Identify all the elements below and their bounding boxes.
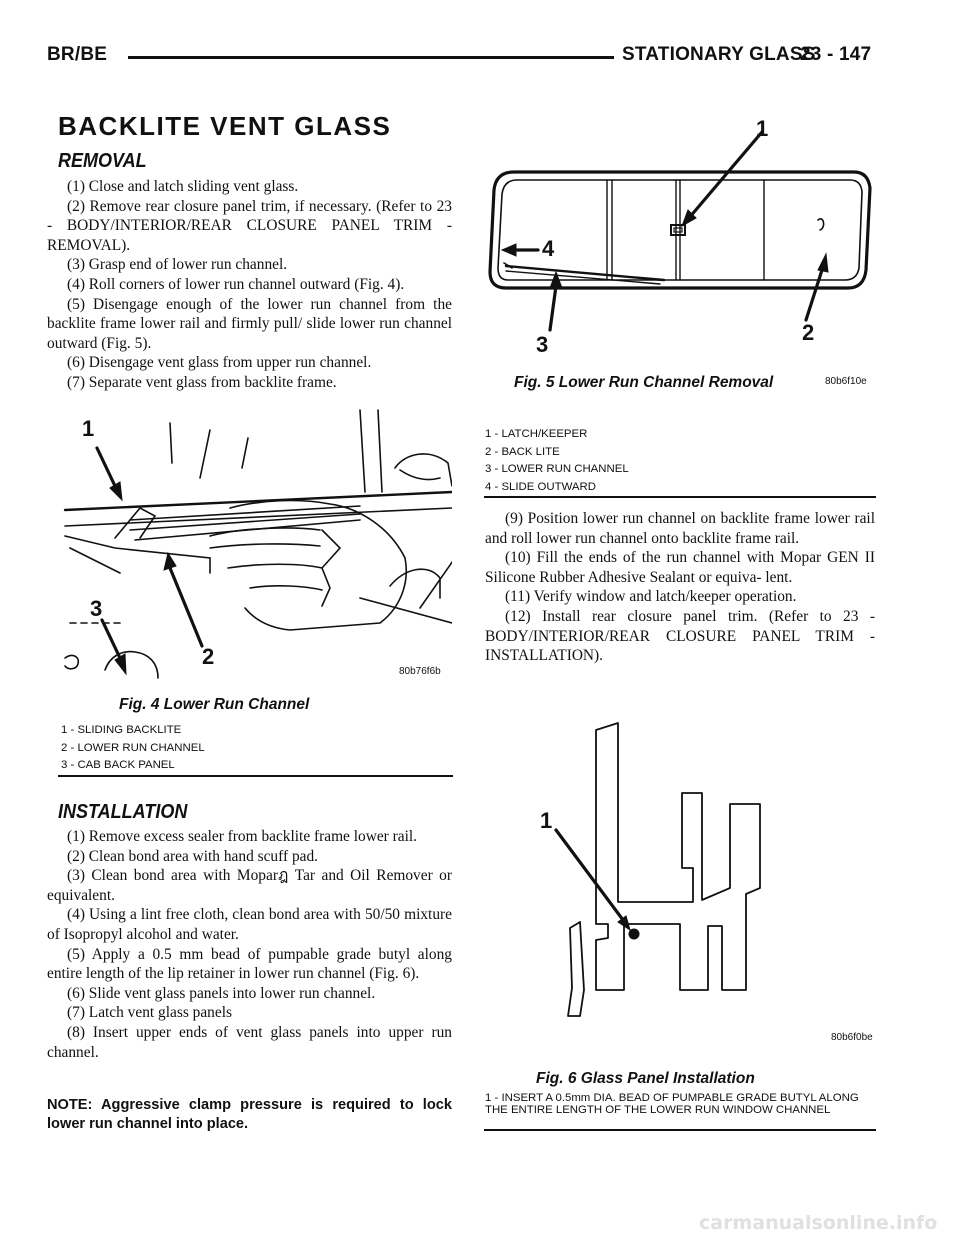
fig4-legend-item: 1 - SLIDING BACKLITE: [61, 724, 182, 736]
fig5-callout: 2: [802, 320, 815, 345]
page-title: BACKLITE VENT GLASS: [58, 111, 392, 141]
installation-step: (5) Apply a 0.5 mm bead of pumpable grade butyl along entire length of the lip retainer in lower run channel (Fig. 6).: [47, 945, 452, 983]
installation-note: NOTE: Aggressive clamp pressure is required to lock lower run channel into place.: [47, 1097, 452, 1132]
installation-heading: INSTALLATION: [58, 801, 188, 823]
fig5-legend: [485, 426, 629, 496]
installation-steps-left: [47, 827, 452, 1062]
installation-step: (8) Insert upper ends of vent glass panels into upper run channel.: [47, 1023, 452, 1061]
installation-step: (12) Install rear closure panel trim. (Refer to 23 - BODY/INTERIOR/REAR CLOSURE PANEL TRIM - INSTALLATION).: [485, 607, 875, 665]
removal-step: (7) Separate vent glass from backlite frame.: [67, 373, 337, 391]
fig4-callout: 3: [90, 596, 103, 621]
fig4-callout: 2: [202, 644, 215, 669]
removal-heading: REMOVAL: [58, 150, 147, 172]
installation-step: (4) Using a lint free cloth, clean bond area with 50/50 mixture of Isopropyl alcohol and water.: [47, 906, 452, 943]
fig5-legend-item: 3 - LOWER RUN CHANNEL: [485, 463, 629, 475]
removal-steps: [47, 177, 452, 393]
fig4-legend: [61, 722, 205, 775]
removal-step: (3) Grasp end of lower run channel.: [67, 256, 288, 274]
installation-step: (6) Slide vent glass panels into lower run channel.: [67, 984, 376, 1002]
fig5-legend-item: 2 - BACK LITE: [485, 445, 560, 458]
fig5-legend-item: 4 - SLIDE OUTWARD: [485, 480, 596, 493]
fig4-legend-item: 3 - CAB BACK PANEL: [61, 759, 175, 771]
fig4-legend-item: 2 - LOWER RUN CHANNEL: [61, 741, 205, 754]
fig4-rule: [58, 775, 453, 777]
fig6-legend: 1 - INSERT A 0.5mm DIA. BEAD OF PUMPABLE GRADE BUTYL ALONG THE ENTIRE LENGTH OF THE LOWER RUN WINDOW CHANNEL: [485, 1092, 859, 1116]
header-page-number: 23 - 147: [800, 44, 872, 65]
removal-step: (1) Close and latch sliding vent glass.: [67, 178, 299, 195]
fig6-caption: Fig. 6 Glass Panel Installation: [536, 1070, 755, 1087]
fig4-callout: 1: [82, 416, 95, 441]
removal-step: (2) Remove rear closure panel trim, if necessary. (Refer to 23 - BODY/INTERIOR/REAR CLOSURE PANEL TRIM - REMOVAL).: [47, 197, 452, 254]
fig5-caption: Fig. 5 Lower Run Channel Removal: [514, 374, 774, 391]
installation-step: (7) Latch vent glass panels: [67, 1004, 232, 1022]
installation-step: (1) Remove excess sealer from backlite frame lower rail.: [67, 828, 417, 845]
removal-step: (5) Disengage enough of the lower run channel from the backlite frame lower rail and firmly pull/ slide lower run channel outward (Fig. 5).: [47, 295, 452, 352]
fig4-caption: Fig. 4 Lower Run Channel: [119, 696, 310, 713]
installation-step: (2) Clean bond area with hand scuff pad.: [67, 847, 319, 865]
header-model: BR/BE: [47, 44, 108, 65]
installation-steps-right: [485, 509, 875, 666]
installation-step: (3) Clean bond area with Moparฎ Tar and Oil Remover or equivalent.: [47, 867, 452, 904]
removal-step: (4) Roll corners of lower run channel outward (Fig. 4).: [67, 275, 405, 293]
header-section: STATIONARY GLASS: [622, 44, 816, 65]
fig6-callout: 1: [540, 808, 553, 833]
removal-step: (6) Disengage vent glass from upper run channel.: [67, 354, 372, 372]
fig5-illustration: [484, 110, 876, 368]
header-rule: [128, 56, 614, 59]
installation-step: (9) Position lower run channel on backlite frame lower rail and roll lower run channel onto backlite frame rail.: [485, 510, 875, 547]
fig4-code: 80b76f6b: [399, 666, 441, 677]
installation-step: (10) Fill the ends of the run channel with Mopar GEN II Silicone Rubber Adhesive Sealant or equiva- lent.: [485, 549, 875, 586]
fig5-callout: 3: [536, 332, 549, 357]
fig6-illustration: [500, 718, 876, 1048]
fig5-legend-item: 1 - LATCH/KEEPER: [485, 428, 588, 440]
footer-watermark: carmanualsonline.info: [699, 1212, 938, 1234]
fig4-illustration: [60, 408, 452, 686]
fig5-callout: 4: [542, 236, 555, 261]
fig6-code: 80b6f0be: [831, 1032, 873, 1043]
installation-step: (11) Verify window and latch/keeper operation.: [505, 588, 797, 606]
fig5-code: 80b6f10e: [825, 376, 867, 387]
fig6-rule: [484, 1129, 876, 1131]
fig5-rule: [484, 496, 876, 498]
fig5-callout: 1: [756, 116, 769, 141]
